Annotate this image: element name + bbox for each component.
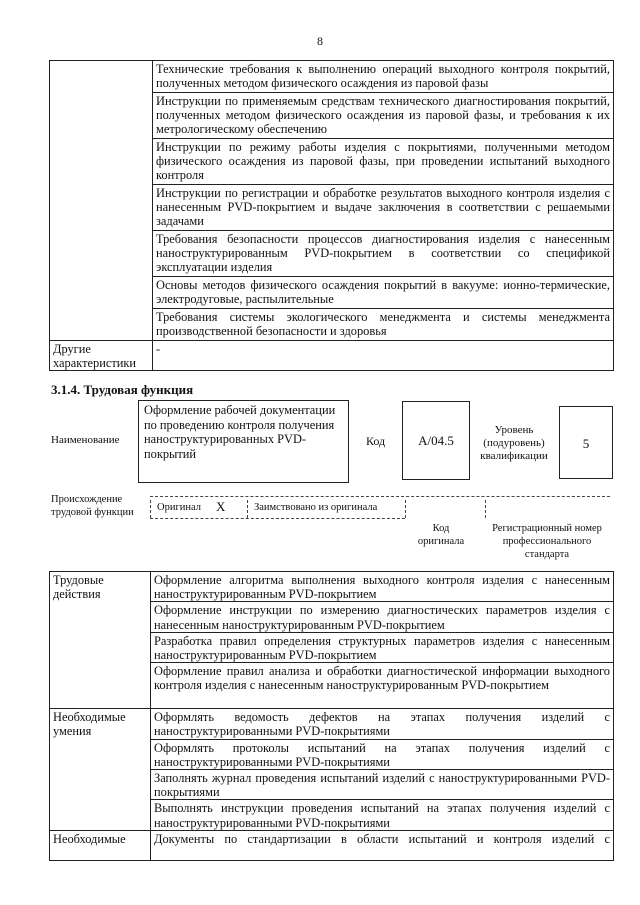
other-characteristics-value: -: [153, 341, 614, 371]
action-item: Оформление правил анализа и обработки диагностической информации выходного контроля изделия с нанесенным наноструктурированным PVD-покрытием: [151, 663, 614, 709]
skill-item: Оформлять ведомость дефектов на этапах получения изделий с наноструктурированными PVD-покрытиями: [151, 709, 614, 739]
labor-actions-table: [49, 571, 614, 861]
skill-item: Оформлять протоколы испытаний на этапах получения изделий с наноструктурированными PVD-покрытиями: [151, 739, 614, 769]
code-label: Код: [366, 434, 386, 448]
origin-label: Происхождение трудовой функции: [51, 494, 134, 518]
skill-item: Выполнять инструкции проведения испытаний на этапах получения изделий с наноструктурированными PVD-покрытиями: [151, 800, 614, 830]
level-box: [559, 406, 613, 479]
section-title: 3.1.4. Трудовая функция: [51, 382, 194, 397]
name-label: Наименование: [51, 434, 120, 446]
group-label: Необходимые: [50, 830, 151, 860]
original-label: Оригинал: [157, 502, 201, 513]
knowledge-item: Основы методов физического осаждения покрытий в вакууме: ионно-термические, электродуговые, распылительные: [153, 277, 614, 309]
borrowed-label: Заимствовано из оригинала: [254, 502, 378, 513]
page-number: 8: [317, 34, 323, 48]
knowledge-item: Инструкции по регистрации и обработке результатов выходного контроля изделия с нанесенным PVD-покрытием и выдаче заключения в соответствии с решаемыми задачами: [153, 185, 614, 231]
group-label: Трудовые действия: [50, 572, 151, 709]
knowledge-item: Инструкции по режиму работы изделия с покрытиями, полученными методом физического осаждения из паровой фазы, при проведении испытаний выходного контроля: [153, 139, 614, 185]
skill-item: Заполнять журнал проведения испытаний изделий с наноструктурированными PVD-покрытиями: [151, 770, 614, 800]
action-item: Оформление инструкции по измерению диагностических параметров изделия с нанесенным наноструктурированным PVD-покрытием: [151, 602, 614, 632]
function-name-box: [138, 400, 349, 483]
group-label: Необходимые умения: [50, 709, 151, 831]
knowledge-item: Технические требования к выполнению операций выходного контроля покрытий, полученных методом физического осаждения из паровой фазы: [153, 61, 614, 93]
knowledge-item: Документы по стандартизации в области испытаний и контроля изделий с: [151, 830, 614, 860]
row-label-empty: [50, 61, 153, 341]
row-label-other: Другие характеристики: [50, 341, 153, 371]
reg-caption: Регистрационный номер профессионального стандарта: [492, 523, 602, 560]
function-name: Оформление рабочей документации по проведению контроля получения наноструктурированных PVD-покрытий: [144, 403, 336, 461]
knowledge-table: [49, 60, 614, 371]
origin-row: [150, 496, 610, 520]
knowledge-item: Требования системы экологического менеджмента и системы менеджмента производственной безопасности и здоровья: [153, 309, 614, 341]
action-item: Оформление алгоритма выполнения выходного контроля изделия с нанесенным наноструктурированным PVD-покрытием: [151, 572, 614, 602]
code-box: [402, 401, 470, 480]
code-caption: Код оригинала: [417, 523, 465, 547]
original-mark: X: [216, 499, 226, 514]
code-value: A/04.5: [418, 433, 454, 448]
knowledge-item: Инструкции по применяемым средствам технического диагностирования покрытий, полученных методом физического осаждения из паровой фазы, и требования к их метрологическому обеспечению: [153, 93, 614, 139]
level-value: 5: [582, 436, 590, 451]
level-label: Уровень (подуровень) квалификации: [480, 424, 548, 462]
action-item: Разработка правил определения структурных параметров изделия с нанесенным наноструктурированным PVD-покрытием: [151, 632, 614, 662]
knowledge-item: Требования безопасности процессов диагностирования изделия с нанесенным наноструктурированным PVD-покрытием в соответствии со спецификой эксплуатации изделия: [153, 231, 614, 277]
